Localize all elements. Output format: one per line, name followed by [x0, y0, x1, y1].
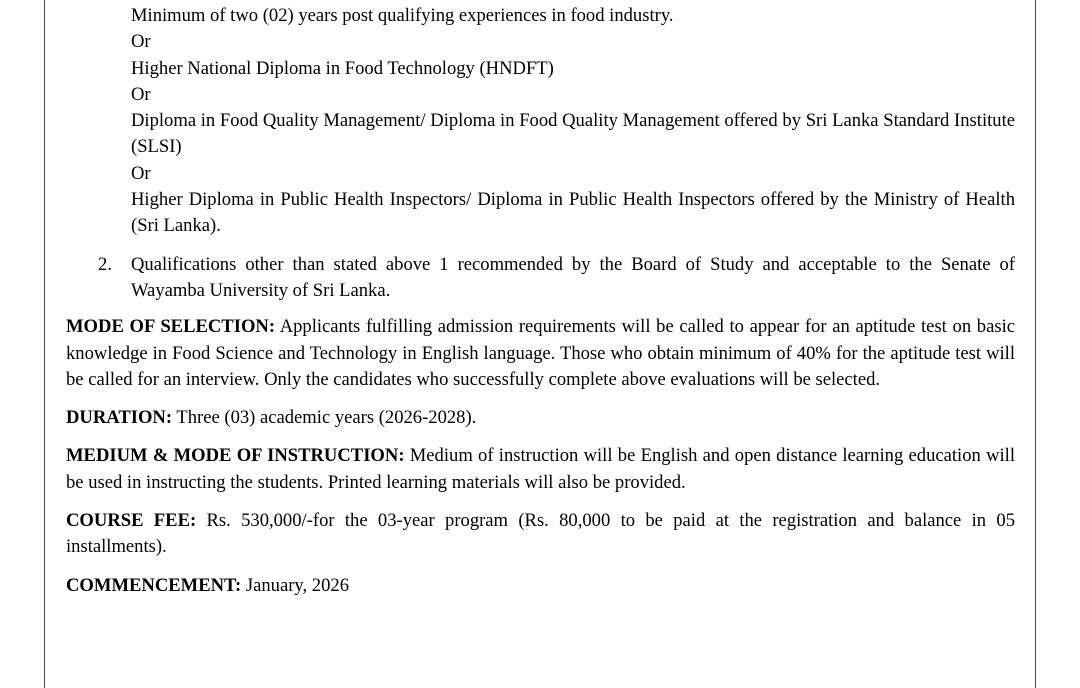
item-text: Qualifications other than stated above 1 recommended by the Board of Study and acceptable to the Senate of Wayamba University of Sri Lanka.	[131, 253, 1015, 301]
or-separator: Or	[131, 162, 151, 184]
course-fee-section	[66, 508, 1015, 561]
section-label: MEDIUM & MODE OF INSTRUCTION:	[66, 445, 405, 467]
section-text: Three (03) academic years (2026-2028).	[172, 407, 477, 429]
qualification-item-2	[66, 252, 1015, 305]
section-label: COMMENCEMENT:	[66, 574, 242, 596]
duration-section	[66, 405, 1015, 431]
section-label: DURATION:	[66, 407, 173, 429]
section-label: MODE OF SELECTION:	[66, 316, 276, 338]
section-text: Applicants fulfilling admission requirements will be called to appear for an aptitude test on basic knowledge in Food Science and Technology in English language. Those who obtain minimum of 40% for the aptitude test will be called for an interview. Only the candidates who successfully complete above evaluations will be selected.	[66, 316, 1016, 390]
qualification-option-phi: Higher Diploma in Public Health Inspectors/ Diploma in Public Health Inspectors offered by the Ministry of Health (Sri Lanka).	[131, 189, 1015, 237]
qualification-option-slsi: Diploma in Food Quality Management/ Diploma in Food Quality Management offered by Sri Lanka Standard Institute (SLSI)	[131, 110, 1015, 158]
section-label: COURSE FEE:	[66, 510, 197, 532]
section-text: Medium of instruction will be English and open distance learning education will be used in instructing the students. Printed learning materials will also be provided.	[66, 445, 1015, 493]
mode-of-selection-section	[66, 314, 1015, 393]
section-text: Rs. 530,000/-for the 03-year program (Rs. 80,000 to be paid at the registration and balance in 05 installments).	[66, 510, 1015, 558]
medium-section	[66, 443, 1015, 496]
or-separator: Or	[131, 31, 151, 53]
qualification-options	[66, 3, 1015, 240]
qualification-option-hndft: Higher National Diploma in Food Technology (HNDFT)	[131, 57, 554, 79]
section-text: January, 2026	[241, 574, 349, 596]
document-body	[66, 3, 1015, 599]
commencement-section	[66, 573, 1015, 599]
or-separator: Or	[131, 83, 151, 105]
item-number: 2.	[98, 253, 112, 275]
qualification-option-experience: Minimum of two (02) years post qualifying experiences in food industry.	[131, 5, 674, 26]
